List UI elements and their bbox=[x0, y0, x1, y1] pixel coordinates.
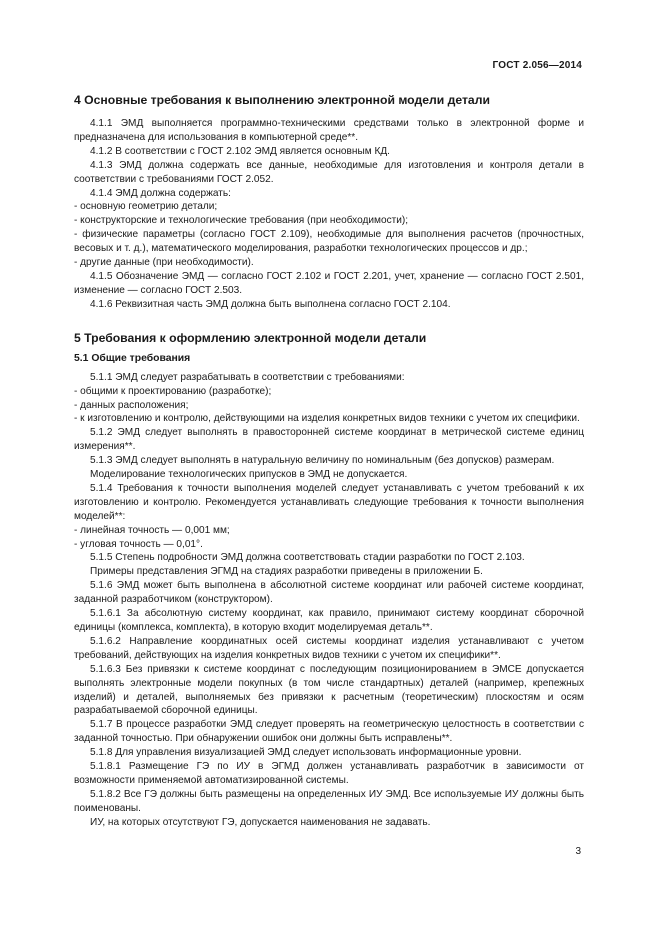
section-4-body bbox=[74, 117, 584, 312]
document-body bbox=[74, 92, 584, 830]
subsection-5-1-title: 5.1 Общие требования bbox=[74, 352, 191, 364]
paragraph: Моделирование технологических припусков в ЭМД не допускается. bbox=[90, 469, 408, 481]
paragraph: 4.1.2 В соответствии с ГОСТ 2.102 ЭМД является основным КД. bbox=[90, 145, 390, 157]
paragraph: 5.1.8.2 Все ГЭ должны быть размещены на определенных ИУ ЭМД. Все используемые ИУ должны быть поименованы. bbox=[74, 788, 584, 814]
list-item: - физические параметры (согласно ГОСТ 2.109), необходимые для выполнения расчетов (прочностных, весовых и т. д.), математического моделирования, разработки технологических процессов и др.; bbox=[74, 229, 584, 255]
paragraph: 5.1.3 ЭМД следует выполнять в натуральную величину по номинальным (без допусков) размерам. bbox=[90, 455, 555, 467]
paragraph: 5.1.4 Требования к точности выполнения моделей следует устанавливать с учетом требований к их изготовлению и контролю. Рекомендуется устанавливать следующие требования к точности выполнения моделей**: bbox=[74, 482, 584, 522]
paragraph: 5.1.6.3 Без привязки к системе координат с последующим позиционированием в ЭМСЕ допускается выполнять электронные модели покупных (в том числе стандартных) деталей (например, крепежных изделий) и деталей, выполняемых без привязки к расчетным (теоретическим) плоскостям и осям разрабатываемой сборочной единицы. bbox=[74, 663, 584, 717]
list-item: - к изготовлению и контролю, действующими на изделия конкретных видов техники с учетом их специфики. bbox=[74, 413, 580, 425]
paragraph: 5.1.8 Для управления визуализацией ЭМД следует использовать информационные уровни. bbox=[90, 747, 522, 759]
list-item: - данных расположения; bbox=[74, 399, 189, 411]
paragraph: 4.1.5 Обозначение ЭМД — согласно ГОСТ 2.102 и ГОСТ 2.201, учет, хранение — согласно ГОСТ 2.501, изменение — согласно ГОСТ 2.503. bbox=[74, 270, 584, 296]
section-4-title: 4 Основные требования к выполнению электронной модели детали bbox=[74, 93, 490, 107]
document-header: ГОСТ 2.056—2014 bbox=[492, 60, 582, 71]
list-item: - линейная точность — 0,001 мм; bbox=[74, 524, 230, 536]
section-5-body bbox=[74, 371, 584, 830]
paragraph: 5.1.1 ЭМД следует разрабатывать в соответствии с требованиями: bbox=[90, 371, 405, 383]
paragraph: 5.1.5 Степень подробности ЭМД должна соответствовать стадии разработки по ГОСТ 2.103. bbox=[90, 552, 525, 564]
paragraph: 5.1.7 В процессе разработки ЭМД следует проверять на геометрическую целостность в соответствии с заданной точностью. При обнаружении ошибок они должны быть исправлены**. bbox=[74, 719, 584, 745]
paragraph: 4.1.1 ЭМД выполняется программно-техническими средствами только в электронной форме и предназначена для использования в компьютерной среде**. bbox=[74, 118, 584, 143]
list-item: - основную геометрию детали; bbox=[74, 201, 218, 213]
paragraph: 5.1.6.1 За абсолютную систему координат, как правило, принимают систему координат сборочной единицы (комплекса, комплекта), в которую входит моделируемая деталь**. bbox=[74, 608, 584, 633]
paragraph: 5.1.8.1 Размещение ГЭ по ИУ в ЭГМД должен устанавливать разработчик в зависимости от возможности применяемой автоматизированной системы. bbox=[74, 761, 584, 786]
paragraph: ИУ, на которых отсутствуют ГЭ, допускается наименования не задавать. bbox=[90, 816, 431, 828]
paragraph: 4.1.3 ЭМД должна содержать все данные, необходимые для изготовления и контроля детали в соответствии с требованиями ГОСТ 2.052. bbox=[74, 159, 584, 185]
paragraph: 4.1.4 ЭМД должна содержать: bbox=[90, 187, 231, 199]
paragraph: 5.1.6 ЭМД может быть выполнена в абсолютной системе координат или рабочей системе координат, заданной разработчиком (конструктором). bbox=[74, 580, 584, 606]
paragraph: 5.1.6.2 Направление координатных осей системы координат изделия устанавливают с учетом требований, действующих на изделия конкретных видов техники с учетом их специфики**. bbox=[74, 635, 584, 661]
paragraph: Примеры представления ЭГМД на стадиях разработки приведены в приложении Б. bbox=[90, 566, 483, 578]
list-item: - другие данные (при необходимости). bbox=[74, 257, 254, 269]
paragraph: 5.1.2 ЭМД следует выполнять в правосторонней системе координат в метрической системе единиц измерения**. bbox=[74, 427, 584, 453]
paragraph: 4.1.6 Реквизитная часть ЭМД должна быть выполнена согласно ГОСТ 2.104. bbox=[90, 298, 451, 310]
section-5-title: 5 Требования к оформлению электронной модели детали bbox=[74, 330, 427, 345]
page-number: 3 bbox=[575, 846, 581, 857]
list-item: - общими к проектированию (разработке); bbox=[74, 385, 272, 397]
list-item: - угловая точность — 0,01°. bbox=[74, 538, 203, 550]
list-item: - конструкторские и технологические требования (при необходимости); bbox=[74, 215, 409, 227]
